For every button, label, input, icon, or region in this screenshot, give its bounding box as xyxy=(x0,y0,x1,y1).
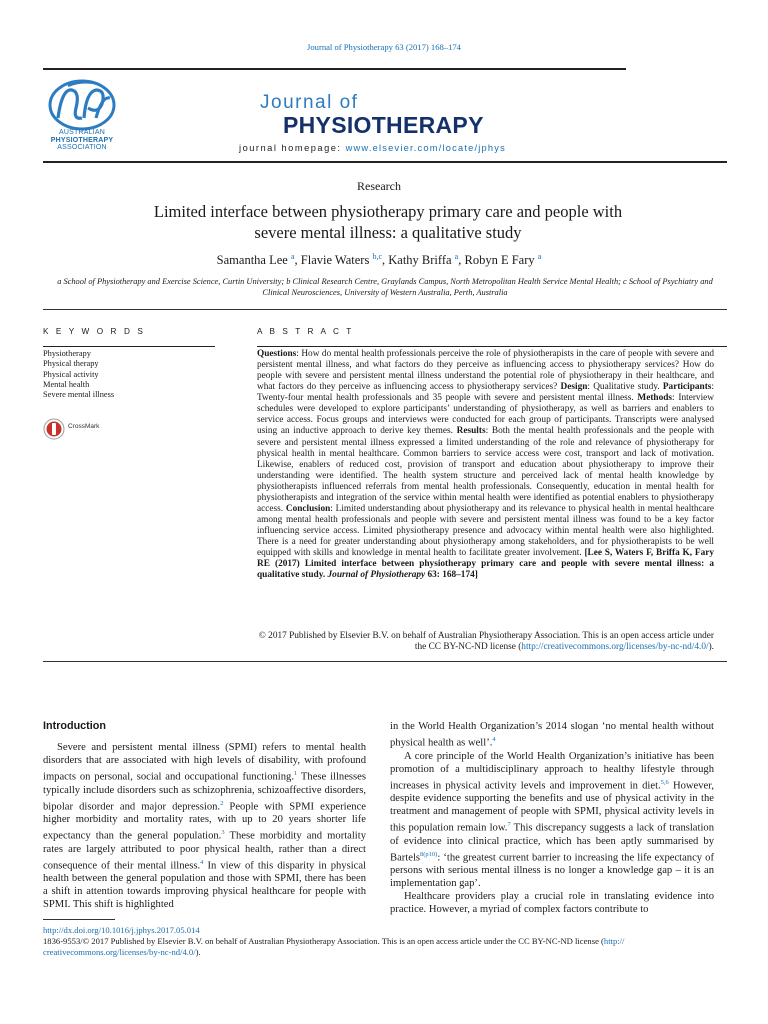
footer-copyright: 1836-9553/© 2017 Published by Elsevier B.V. on behalf of Australian Physiotherapy Association. This is an open access article under the CC BY-NC-ND license (http:// creativecommons.org/licenses/by-nc-nd/4.0/). xyxy=(43,936,625,957)
footer-license-link[interactable]: creativecommons.org/licenses/by-nc-nd/4.0/ xyxy=(43,947,196,957)
reference-link[interactable]: 5,6 xyxy=(660,778,669,786)
homepage-link[interactable]: www.elsevier.com/locate/jphys xyxy=(345,143,506,153)
reference-link[interactable]: 8(p10) xyxy=(420,850,438,858)
crossmark-icon[interactable] xyxy=(43,418,65,444)
footer-license-link[interactable]: http:// xyxy=(603,936,625,946)
masthead-rule xyxy=(43,161,727,163)
journal-of-label: Journal of xyxy=(260,92,359,113)
reference-link[interactable]: 3 xyxy=(221,829,225,837)
keywords-rule xyxy=(43,346,215,347)
abstract-text: Questions: How do mental health professionals perceive the role of physiotherapists in the care of people with severe and persistent mental illness, and what factors do they perceive as influencing access to physiotherapy services? How do people with severe and persistent mental illness understand the potential role of physiotherapy in their healthcare, and what factors do they perceive as influencing access to physiotherapy services? Design: Qualitative study. Participants: Twenty-four mental health professionals and 35 people with severe and persistent mental illness. Methods: Interview schedules were developed to explore participants’ understanding of physiotherapy, as well as barriers and enablers to service access. Focus groups and interviews were conducted for each group of participants. Transcripts were analysed using an inductive approach to derive key themes. Results: Both the mental health professionals and the people with severe and persistent mental illness expressed a limited understanding of the role and relevance of physiotherapy for physical health in mental healthcare. Common barriers to service access were cost, transport and lack of motivation. Likewise, enablers of reduced cost, provision of transport and education about physiotherapy to improve their understanding were identified. The health system structure and perceived lack of mental health knowledge by physiotherapists influenced referrals from mental health professionals. Consequently, education in mental health for physiotherapists and integration of the service within mental health were identified as potential enablers to physiotherapy access. Conclusion: Limited understanding about physiotherapy and its relevance to physical health in mental healthcare among mental health professionals and people with severe and persistent mental illness was found to be a key factor influencing service access. Limited physiotherapy presence and advocacy within mental health were also highlighted. There is a need for greater understanding about physiotherapy among stakeholders, and for physiotherapists to be well equipped with skills and knowledge in mental health to facilitate greater involvement. [Lee S, Waters F, Briffa K, Fary RE (2017) Limited interface between physiotherapy primary care and people with severe mental illness: a qualitative study. Journal of Physiotherapy 63: 168–174] xyxy=(257,349,715,581)
section-label: Research xyxy=(357,179,401,193)
journal-homepage xyxy=(239,143,506,153)
crossmark-label[interactable]: CrossMark xyxy=(68,423,100,430)
abstract-rule xyxy=(257,346,727,347)
journal-name: PHYSIOTHERAPY xyxy=(283,112,484,138)
keyword-item: Mental health xyxy=(43,379,90,389)
reference-link[interactable]: 1 xyxy=(293,770,298,777)
author-list: Samantha Lee $^a$, Flavie Waters $^{b,c}$, Kathy Briffa $^a$, Robyn E Fary $^a$ xyxy=(216,252,542,268)
author-name: Robyn E Fary xyxy=(464,253,535,268)
keywords-heading: K E Y W O R D S xyxy=(43,327,146,336)
keyword-item: Physical activity xyxy=(43,369,99,379)
author-name: Flavie Waters xyxy=(300,253,370,268)
reference-link[interactable]: 4 xyxy=(200,858,204,866)
running-head[interactable]: Journal of Physiotherapy 63 (2017) 168–174 xyxy=(307,42,461,52)
affiliations: a School of Physiotherapy and Exercise Science, Curtin University; b Clinical Research Centre, Graylands Campus, North Metropolitan Health Service Mental Health; c School of Psychiatry and Clinical Neurosciences, University of Western Australia, Perth, Australia xyxy=(57,277,713,297)
abstract-bottom-rule xyxy=(43,661,727,662)
body-column-left: Severe and persistent mental illness (SPMI) refers to mental health disorders that are associated with high levels of disability, with profound impacts on personal, social and occupational functioning.$^1$ These illnesses typically include disorders such as schizophrenia, schizoaffective disorders, bipolar disorder and major depression.$^2$ People with SPMI experience higher morbidity and mortality rates, with up to 20 years shorter life expectancy than the general population.$^3$ These morbidity and mortality rates are largely attributed to poor physical health, rather than a direct consequence of their mental illness.$^4$ In view of this disparity in physical health between the general population and those with SPMI, there has been a shift in attention towards improving physical healthcare for people with SPMI. This shift is highlighted xyxy=(43,742,366,911)
author-affiliation-link[interactable]: a xyxy=(537,252,542,261)
author-affiliation-link[interactable]: a xyxy=(290,252,295,261)
affiliation-rule xyxy=(43,309,727,310)
keyword-item: Physiotherapy xyxy=(43,349,91,358)
homepage-label: journal homepage: xyxy=(239,143,342,153)
author-affiliation-link[interactable]: a xyxy=(454,252,459,261)
author-name: Kathy Briffa xyxy=(388,253,452,268)
reference-link[interactable]: 4 xyxy=(492,736,496,743)
footer-rule xyxy=(43,919,115,920)
abstract-copyright: © 2017 Published by Elsevier B.V. on behalf of Australian Physiotherapy Association. This is an open access article under the CC BY-NC-ND license (http://creativecommons.org/licenses/by-nc-nd/4.0/). xyxy=(258,631,714,652)
doi-link[interactable]: http://dx.doi.org/10.1016/j.jphys.2017.05.014 xyxy=(43,925,200,935)
article-title: Limited interface between physiotherapy primary care and people with severe mental illness: a qualitative study xyxy=(153,202,623,242)
keyword-item: Physical therapy xyxy=(43,359,99,369)
keyword-item: Severe mental illness xyxy=(43,390,115,400)
author-name: Samantha Lee xyxy=(216,253,288,268)
logo-text: AUSTRALIAN PHYSIOTHERAPY ASSOCIATION xyxy=(50,129,114,152)
header-rule xyxy=(43,68,626,70)
keywords-list xyxy=(43,349,114,400)
reference-link[interactable]: 7 xyxy=(507,821,511,829)
license-link[interactable]: http://creativecommons.org/licenses/by-nc-nd/4.0/ xyxy=(521,642,709,652)
body-column-right: in the World Health Organization’s 2014 slogan ‘no mental health without physical health as well’.$^4$ A core principle of the World Health Organization’s initiative has been promotion of a multidisciplinary approach to healthy lifestyle through increases in physical activity levels and improvement in diet.$^{5,6}$ However, despite evidence supporting the benefits and use of physical activity in the treatment and management of people with SPMI, physical activity levels in this population remain low.$^7$ This discrepancy suggests a lack of translation of evidence into clinical practice, which has been aptly summarised by Bartels$^{8(p10)}$: ‘the greatest current barrier to increasing the life expectancy of persons with serious mental illness is no longer a knowledge gap – it is an implementation gap’. Healthcare providers play a crucial role in translating evidence into practice. However, a myriad of complex factors contribute to xyxy=(390,721,715,916)
introduction-heading: Introduction xyxy=(43,720,106,732)
abstract-heading: A B S T R A C T xyxy=(257,327,354,336)
author-affiliation-link[interactable]: b,c xyxy=(372,252,382,261)
reference-link[interactable]: 2 xyxy=(220,799,224,807)
